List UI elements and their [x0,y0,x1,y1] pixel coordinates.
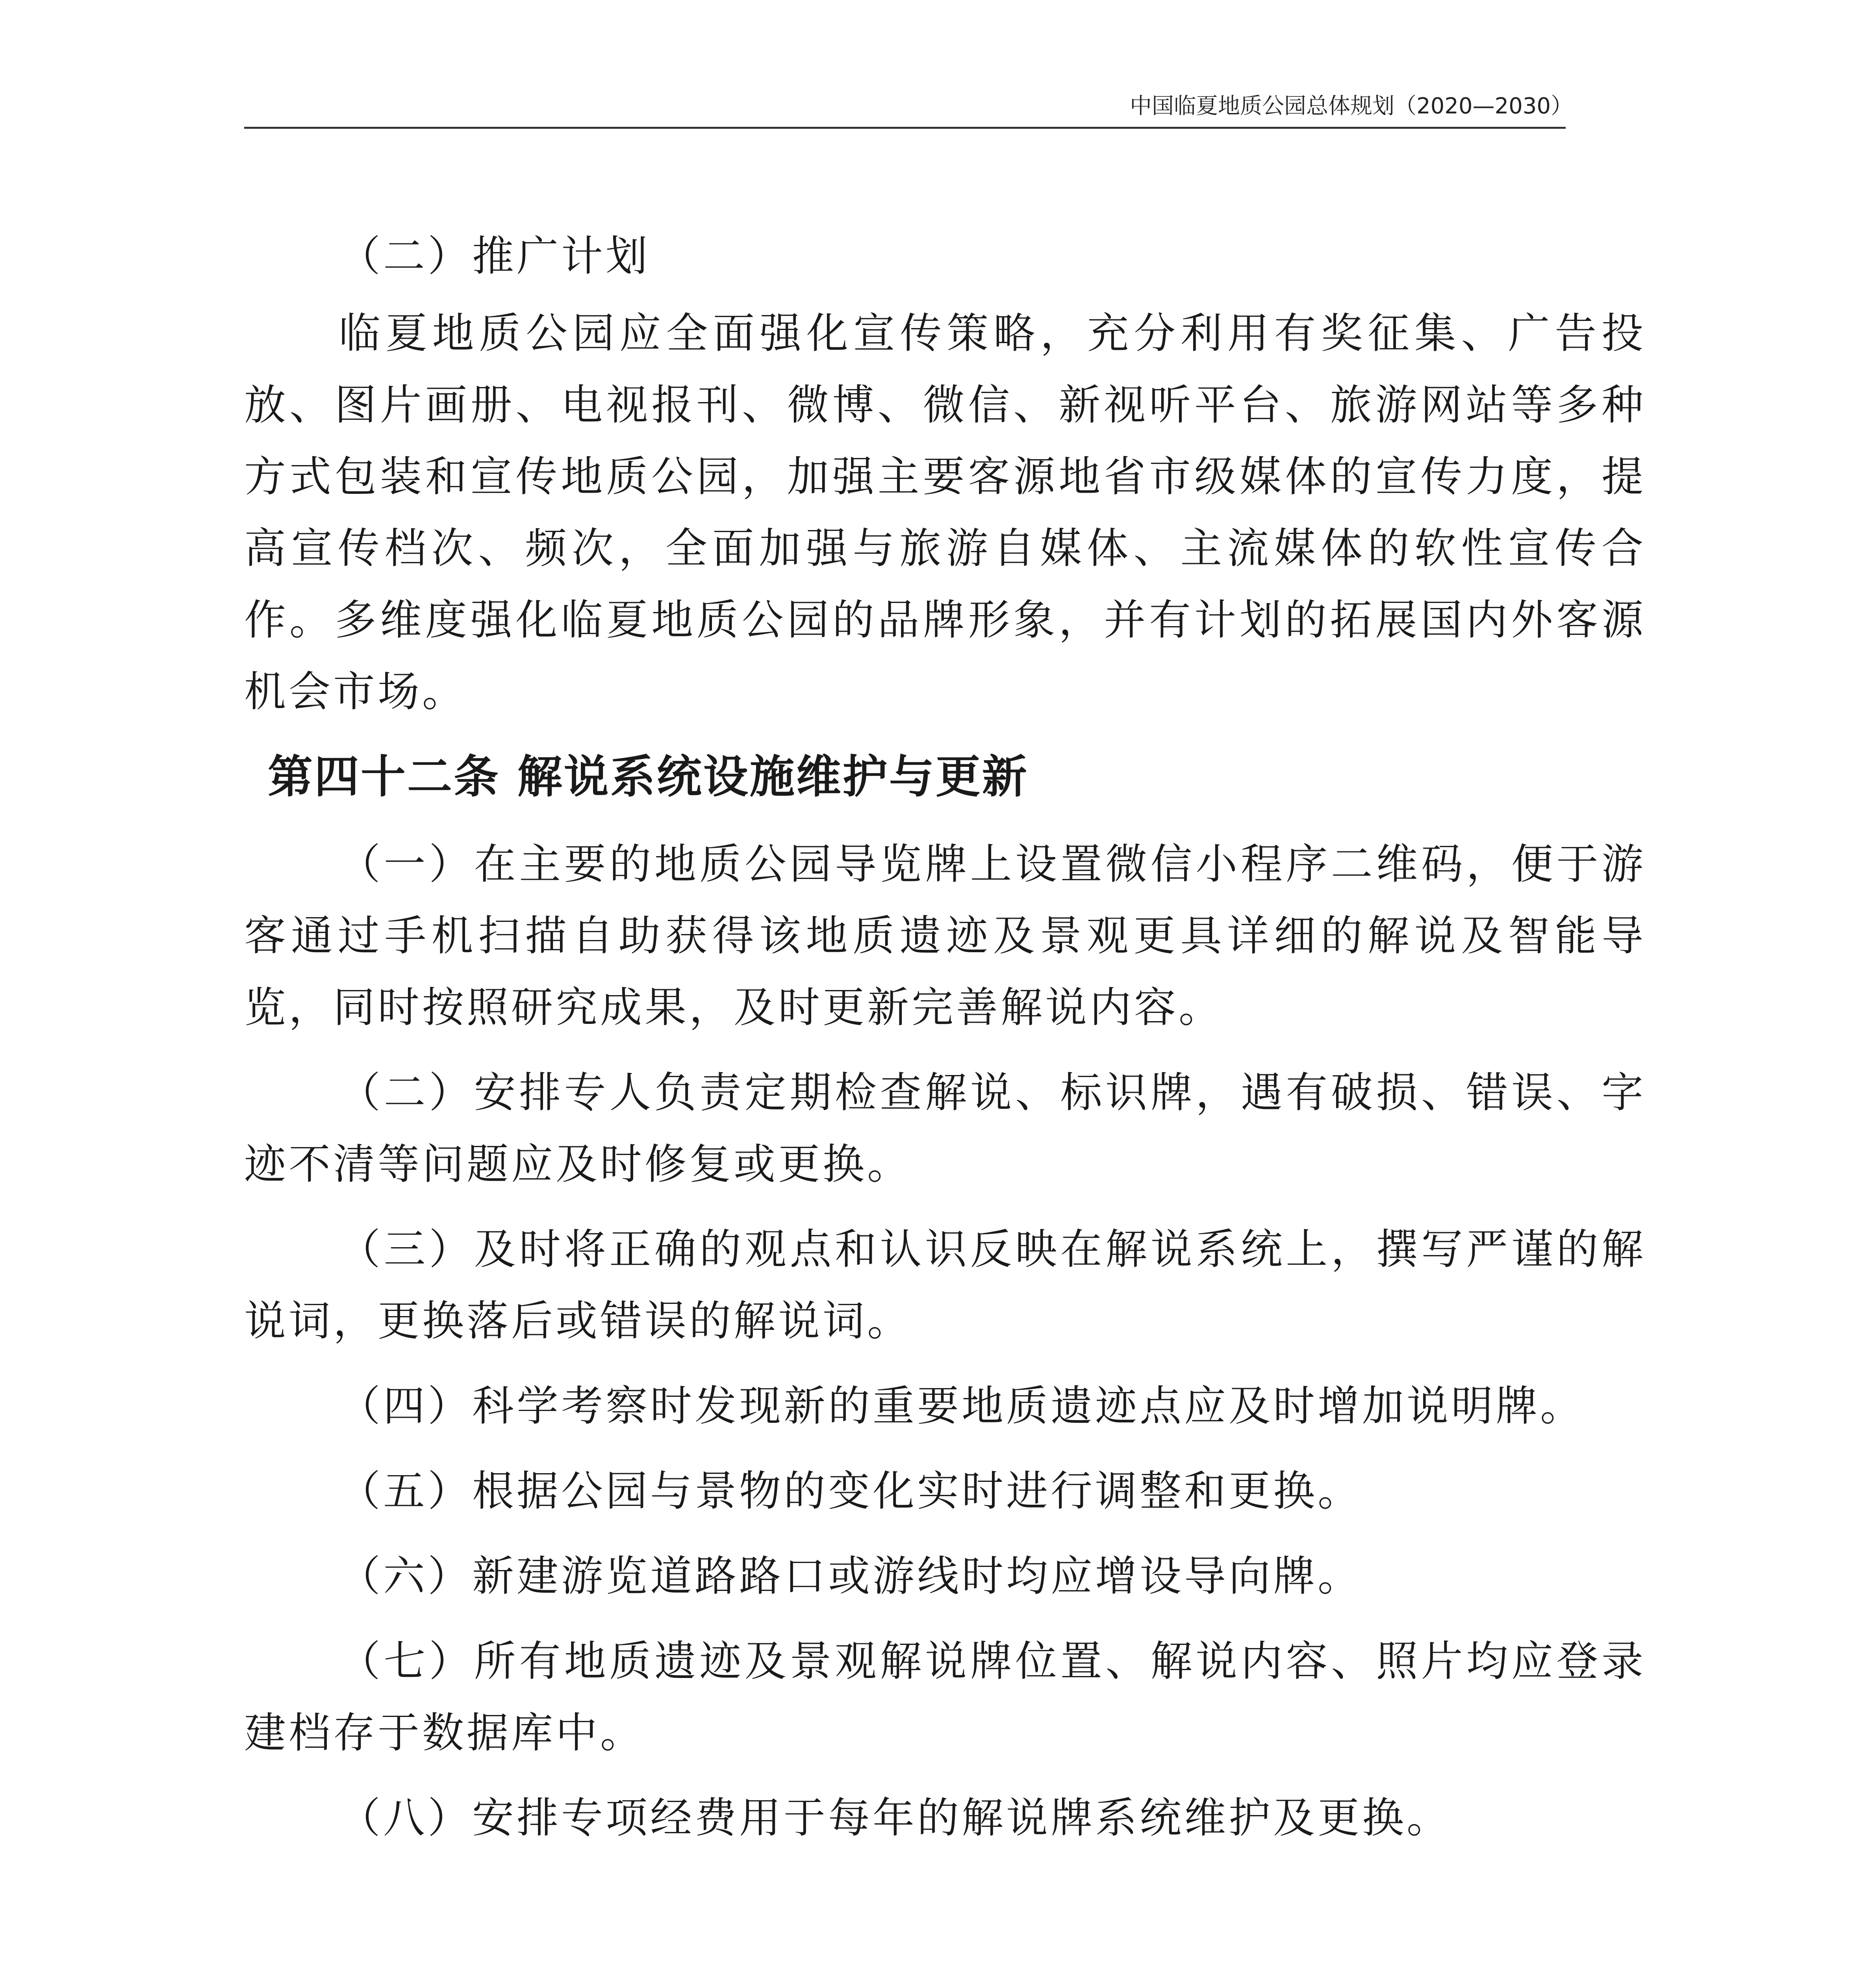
list-item: （七）所有地质遗迹及景观解说牌位置、解说内容、照片均应登录建档存于数据库中。 [244,1637,1646,1757]
list-item: （三）及时将正确的观点和认识反映在解说系统上，撰写严谨的解说词，更换落后或错误的解说词。 [244,1225,1646,1345]
list-item: （一）在主要的地质公园导览牌上设置微信小程序二维码，便于游客通过手机扫描自助获得该地质遗迹及景观更具详细的解说及智能导览，同时按照研究成果，及时更新完善解说内容。 [244,840,1646,1032]
document-body [244,221,1646,1867]
running-header: 中国临夏地质公园总体规划（2020—2030） [1129,93,1573,119]
list-item: （五）根据公园与景物的变化实时进行调整和更换。 [339,1467,1362,1515]
list-item: （八）安排专项经费用于每年的解说牌系统维护及更换。 [339,1794,1451,1842]
list-item: （二）安排专人负责定期检查解说、标识牌，遇有破损、错误、字迹不清等问题应及时修复或更换。 [244,1068,1646,1188]
list-item: （四）科学考察时发现新的重要地质遗迹点应及时增加说明牌。 [339,1382,1585,1430]
list-item: （六）新建游览道路路口或游线时均应增设导向牌。 [339,1552,1362,1600]
promotion-paragraph: 临夏地质公园应全面强化宣传策略，充分利用有奖征集、广告投放、图片画册、电视报刊、微博、微信、新视听平台、旅游网站等多种方式包装和宣传地质公园，加强主要客源地省市级媒体的宣传力度，提高宣传档次、频次，全面加强与旅游自媒体、主流媒体的软性宣传合作。多维度强化临夏地质公园的品牌形象，并有计划的拓展国内外客源机会市场。 [244,309,1646,716]
article-heading: 第四十二条 解说系统设施维护与更新 [268,751,1029,803]
header-divider [244,127,1566,129]
section-subheading: （二）推广计划 [339,232,650,280]
